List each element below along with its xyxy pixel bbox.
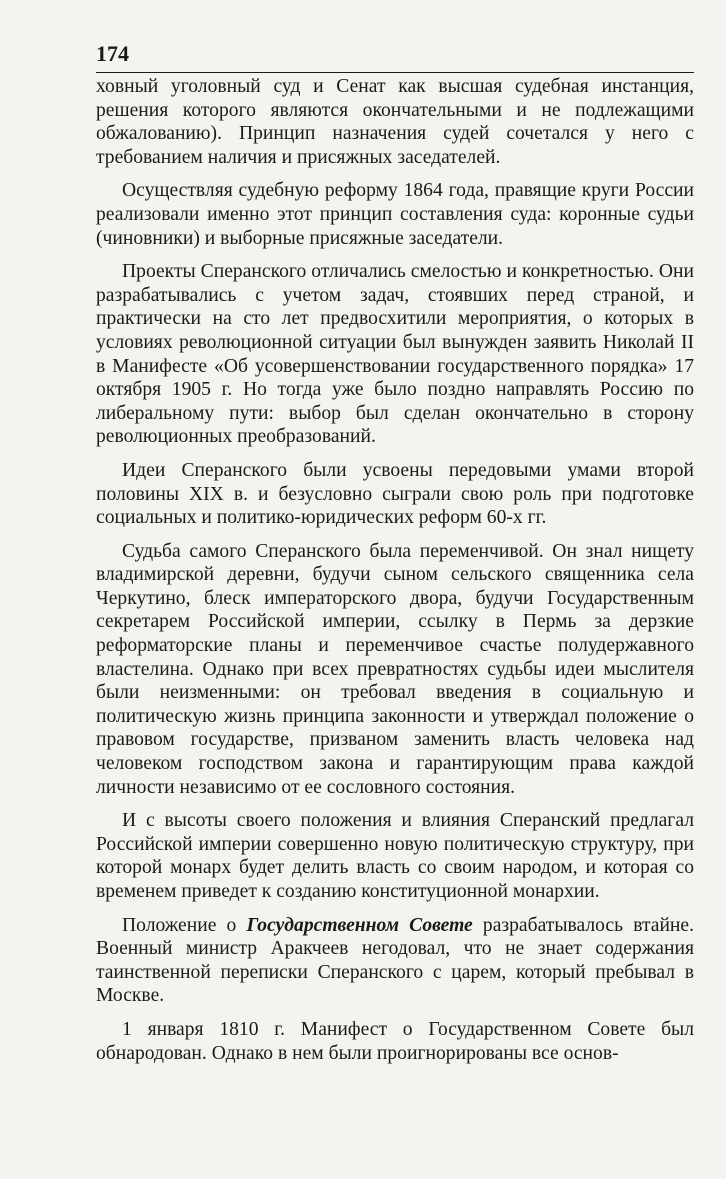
book-page <box>96 40 694 1065</box>
state-council-lead: Положение о <box>122 914 247 936</box>
paragraph-judicial-reform-1864: Осуществляя судебную реформу 1864 года, правящие круги России реализовали именно этот принцип составления суда: коронные судьи (чиновники) и выборные присяжные заседатели. <box>96 180 694 249</box>
paragraph-continuation: ховный уголовный суд и Сенат как высшая судебная инстанция, решения которого являются окончательными и не подлежащими обжалованию). Принцип назначения судей сочетался у него с требованием наличия и присяжных заседателей. <box>96 76 694 168</box>
state-council-emphasis: Государственном Совете <box>246 914 473 936</box>
state-council-rest: разрабатывалось втайне. Военный министр Аракчеев негодовал, что не знает содержания таинственной переписки Сперанского с царем, который пребывал в Москве. <box>96 914 695 1007</box>
body-text <box>96 75 694 1065</box>
page-number: 174 <box>96 41 129 66</box>
paragraph-political-structure: И с высоты своего положения и влияния Сперанский предлагал Российской империи совершенно новую политическую структуру, при которой монарх будет делить власть со своим народом, и которая со временем приведет к созданию конституционной монархии. <box>96 810 694 902</box>
paragraph-manifesto-1810: 1 января 1810 г. Манифест о Государственном Совете был обнародован. Однако в нем были проигнорированы все основ- <box>96 1018 694 1064</box>
paragraph-ideas-influence: Идеи Сперанского были усвоены передовыми умами второй половины XIX в. и безусловно сыграли свою роль при подготовке социальных и политико-юридических реформ 60-х гг. <box>96 459 694 529</box>
paragraph-state-council <box>96 914 694 1008</box>
paragraph-speransky-fate: Судьба самого Сперанского была переменчивой. Он знал нищету владимирской деревни, будучи сыном сельского священника села Черкутино, блеск императорского двора, будучи Государственным секретарем Российской империи, ссылку в Пермь за дерзкие реформаторские планы и переменчивое счастье полудержавного властелина. Однако при всех превратностях судьбы идеи мыслителя были неизменными: он требовал введения в социальную и политическую жизнь принципа законности и утверждал положение о правовом государстве, призваном заменить власть человека над человеком господством закона и гарантирующим права каждой личности независимо от ее сословного состояния. <box>96 540 694 798</box>
header-rule <box>96 72 694 73</box>
paragraph-speransky-projects: Проекты Сперанского отличались смелостью и конкретностью. Они разрабатывались с учетом задач, стоявших перед страной, и практически на сто лет предвосхитили мероприятия, о которых в условиях революционной ситуации был вынужден заявить Николай II в Манифесте «Об усовершенствовании государственного порядка» 17 октября 1905 г. Но тогда уже было поздно направлять Россию по либеральному пути: выбор был сделан окончательно в сторону революционных преобразований. <box>96 261 694 448</box>
